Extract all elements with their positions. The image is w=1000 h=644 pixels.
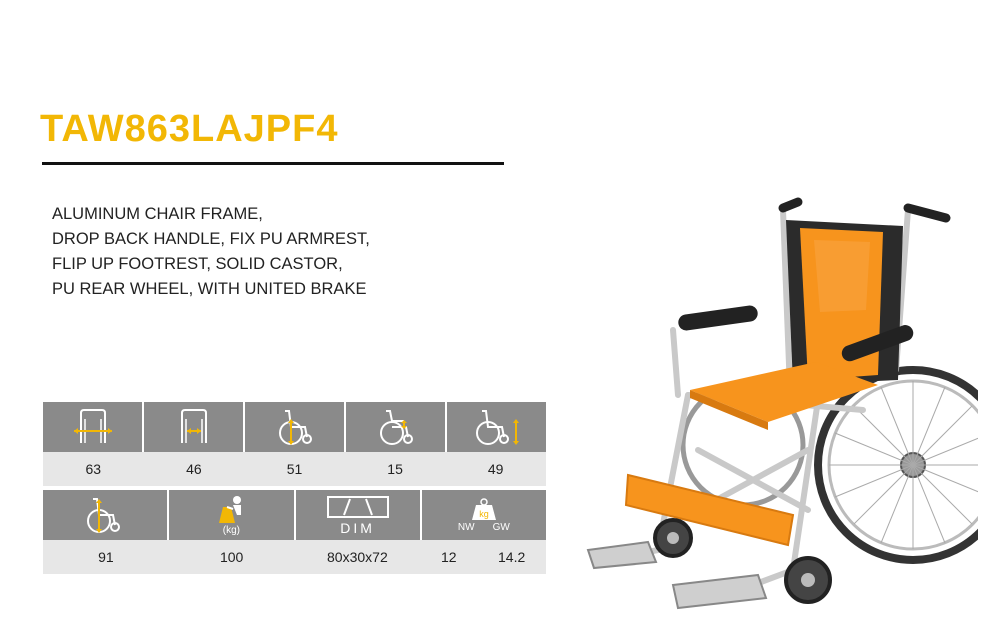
armrest-height-icon [344, 402, 445, 452]
spec-table [43, 402, 546, 574]
folded-dimension-value: 80x30x72 [327, 549, 388, 565]
gw-label: GW [492, 521, 510, 533]
overall-width-icon [43, 402, 142, 452]
seat-depth-icon [445, 402, 546, 452]
overall-height-icon [43, 490, 167, 540]
rear-wheel [818, 370, 978, 560]
weight-icon [469, 498, 499, 522]
spec-value-row-1 [43, 452, 546, 486]
seat-height-value: 51 [286, 461, 303, 477]
max-load-icon [211, 495, 251, 525]
feature-list [52, 202, 370, 302]
max-load-unit-label: (kg) [222, 524, 240, 536]
feature-line: FLIP UP FOOTREST, SOLID CASTOR, [52, 255, 343, 273]
seat-width-icon [142, 402, 243, 452]
overall-height-value: 91 [98, 549, 114, 565]
overall-width-value: 63 [85, 461, 102, 477]
armrest-height-value: 15 [387, 461, 403, 477]
weight-kg-text: kg [479, 508, 489, 519]
wheelchair-photo [578, 190, 978, 630]
net-weight-value: 12 [440, 549, 457, 565]
feature-line: DROP BACK HANDLE, FIX PU ARMREST, [52, 230, 370, 248]
dim-label: DIM [340, 520, 375, 536]
weight-cell [420, 490, 546, 540]
folded-dimension-icon [326, 495, 390, 519]
folded-dimension-cell [294, 490, 420, 540]
spec-icon-row-1 [43, 402, 546, 452]
nw-label: NW [457, 521, 475, 533]
spec-value-row-2 [43, 540, 546, 574]
seat-width-value: 46 [186, 461, 202, 477]
weight-labels [458, 522, 510, 533]
spec-icon-row-2 [43, 490, 546, 540]
model-title: TAW863LAJPF4 [40, 108, 339, 150]
seat-height-icon [243, 402, 344, 452]
weight-values [420, 540, 546, 574]
seat-depth-value: 49 [487, 461, 504, 477]
feature-line: PU REAR WHEEL, WITH UNITED BRAKE [52, 280, 367, 298]
gross-weight-value: 14.2 [498, 549, 526, 565]
max-load-cell [167, 490, 293, 540]
title-underline [42, 162, 504, 165]
max-load-value: 100 [219, 549, 244, 565]
feature-line: ALUMINUM CHAIR FRAME, [52, 205, 263, 223]
